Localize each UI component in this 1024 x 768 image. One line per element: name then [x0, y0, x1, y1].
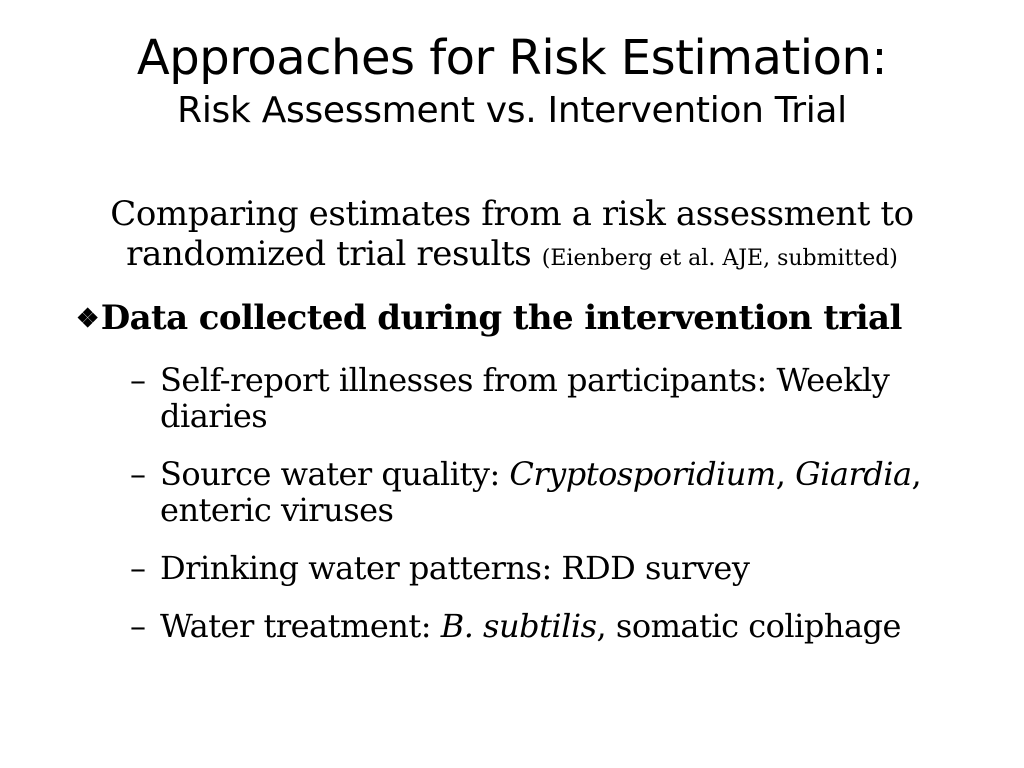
sub-bullet-text-suffix: , somatic coliphage	[596, 607, 901, 645]
sub-bullet-text: Self-report illnesses from participants: Weekly diaries	[160, 361, 890, 435]
organism-name-giardia: Giardia	[795, 455, 912, 493]
sub-bullet-text: Drinking water patterns: RDD survey	[160, 549, 750, 587]
dash-bullet-icon: –	[130, 455, 146, 493]
sub-bullet-text-prefix: Source water quality:	[160, 455, 510, 493]
intro-citation: (Eienberg et al. AJE, submitted)	[541, 246, 898, 271]
slide-subtitle: Risk Assessment vs. Intervention Trial	[177, 90, 847, 131]
slide-title: Approaches for Risk Estimation:	[136, 30, 888, 86]
dash-bullet-icon: –	[130, 607, 146, 645]
dash-bullet-icon: –	[130, 549, 146, 587]
sub-bullet-item	[130, 550, 990, 586]
diamond-bullet-icon: ❖	[76, 304, 99, 334]
title-block	[0, 28, 1024, 134]
separator: ,	[775, 455, 796, 493]
sub-bullet-item	[130, 456, 990, 528]
bullet-main-text: Data collected during the intervention trial	[100, 298, 902, 338]
sub-bullet-item	[130, 362, 990, 434]
intro-paragraph	[40, 194, 984, 279]
sub-bullet-text-prefix: Water treatment:	[160, 607, 441, 645]
sub-bullet-item	[130, 608, 990, 644]
dash-bullet-icon: –	[130, 361, 146, 399]
sub-bullet-text-suffix: , enteric viruses	[160, 455, 922, 529]
organism-name-b-subtilis: B. subtilis	[440, 607, 597, 645]
sub-bullet-list	[130, 362, 990, 666]
bullet-main	[76, 296, 976, 341]
organism-name-cryptosporidium: Cryptosporidium	[509, 455, 776, 493]
intro-text: Comparing estimates from a risk assessment to randomized trial results	[110, 194, 914, 274]
